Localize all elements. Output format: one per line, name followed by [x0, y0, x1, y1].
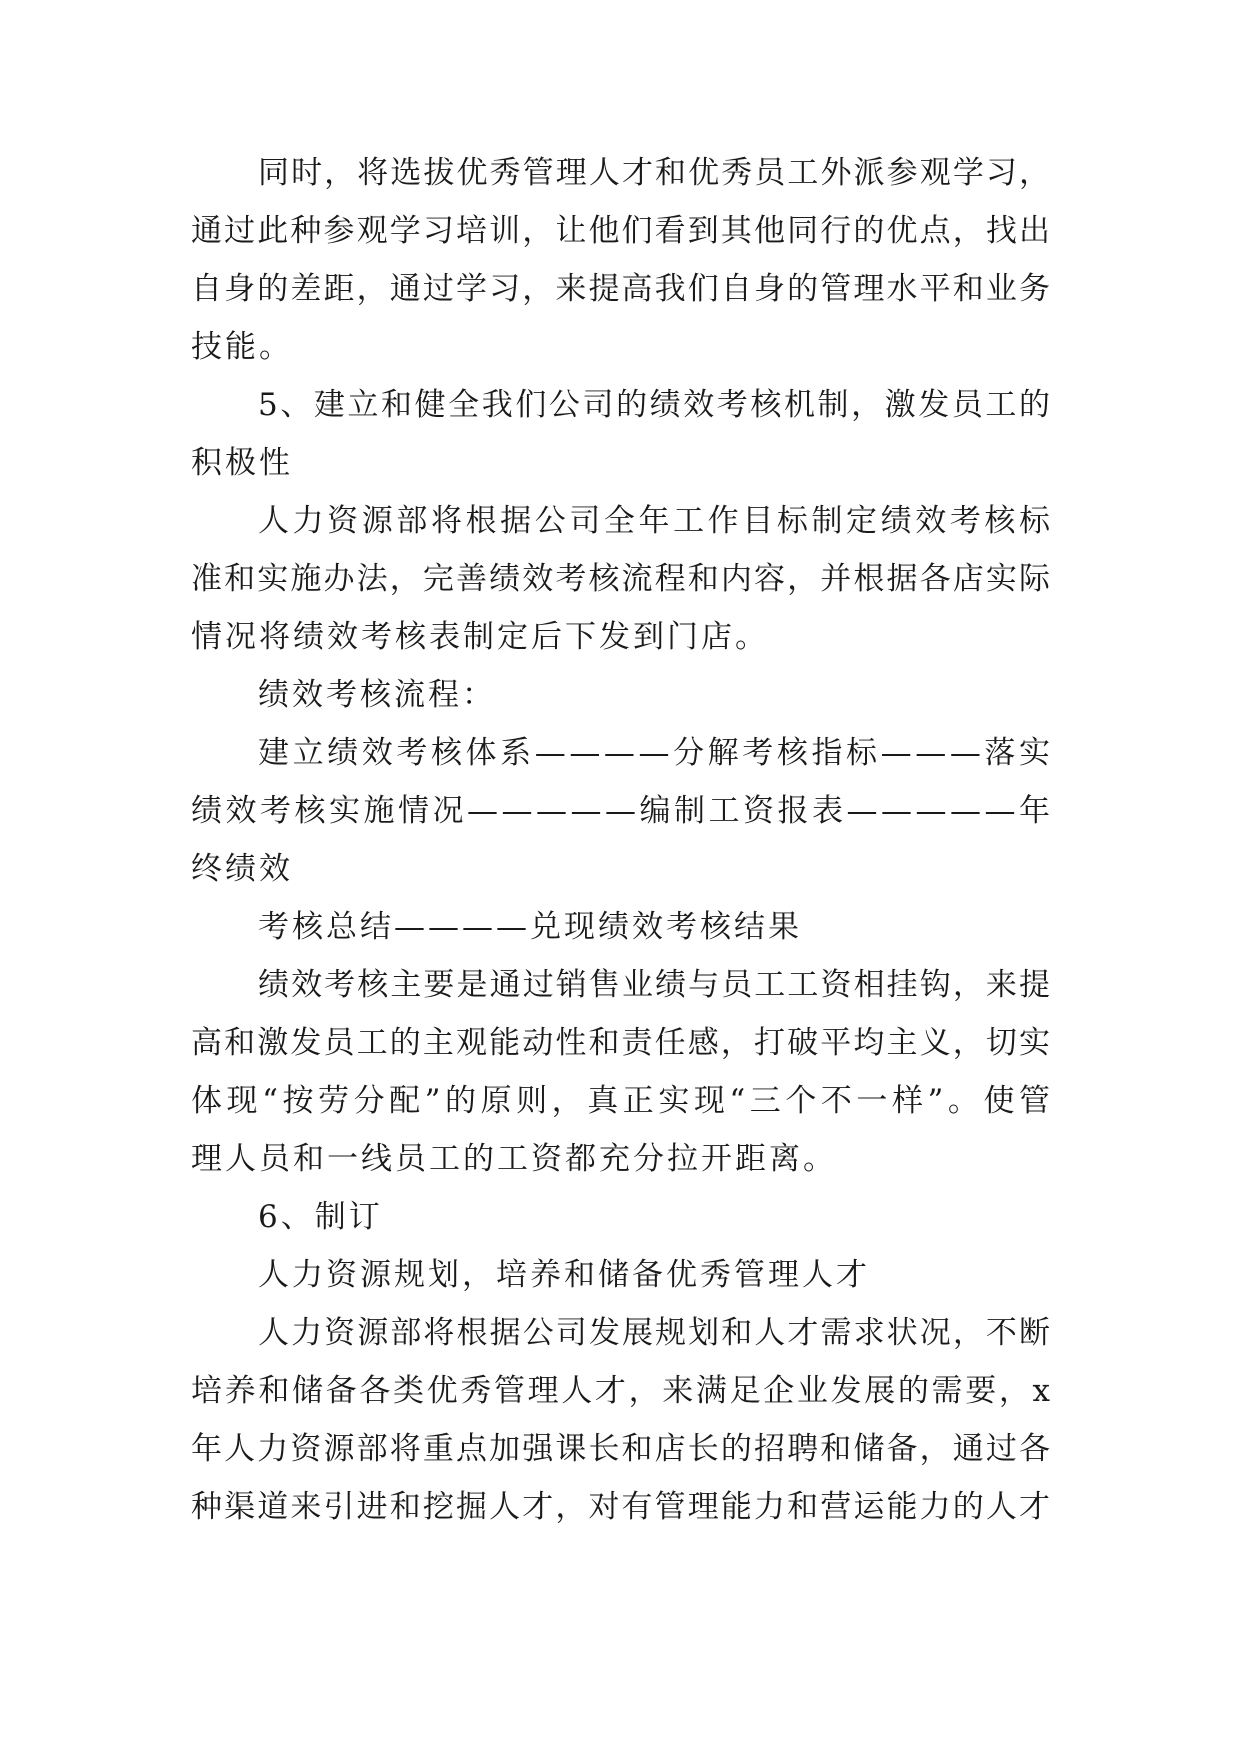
- paragraph-line: [0, 675, 1241, 715]
- section-heading: [0, 1197, 1241, 1237]
- paragraph-line: [0, 1313, 1241, 1353]
- paragraph-line: [0, 1023, 1241, 1063]
- paragraph-line: [0, 559, 1241, 599]
- process-line: [0, 791, 1241, 831]
- paragraph-line: [0, 327, 1241, 367]
- line-text: 绩效考核实施情况—————编制工资报表—————年: [191, 793, 1054, 829]
- paragraph-line: [0, 211, 1241, 251]
- line-text: 准和实施办法，完善绩效考核流程和内容，并根据各店实际: [191, 561, 1053, 597]
- section-heading: [0, 1255, 1241, 1295]
- line-text: 人力资源部将根据公司发展规划和人才需求状况，不断: [258, 1315, 1053, 1351]
- line-text: 技能。: [191, 329, 293, 365]
- line-text: 绩效考核主要是通过销售业绩与员工工资相挂钩，来提: [258, 967, 1053, 1003]
- line-text: 种渠道来引进和挖掘人才，对有管理能力和营运能力的人才: [191, 1489, 1053, 1525]
- line-text: 体现“按劳分配”的原则，真正实现“三个不一样”。使管: [191, 1083, 1055, 1119]
- process-line: [0, 733, 1241, 773]
- line-text: 人力资源规划，培养和储备优秀管理人才: [258, 1257, 870, 1293]
- paragraph-line: [0, 1081, 1241, 1121]
- section-heading: [0, 443, 1241, 483]
- paragraph-line: [0, 1429, 1241, 1469]
- paragraph-line: [0, 617, 1241, 657]
- paragraph-line: [0, 269, 1241, 309]
- line-text: 绩效考核流程：: [258, 677, 496, 713]
- line-text: 培养和储备各类优秀管理人才，来满足企业发展的需要，x: [191, 1373, 1053, 1409]
- process-line: [0, 849, 1241, 889]
- paragraph-line: [0, 1139, 1241, 1179]
- line-text: 通过此种参观学习培训，让他们看到其他同行的优点，找出: [191, 213, 1053, 249]
- line-text: 建立绩效考核体系————分解考核指标———落实: [258, 735, 1054, 771]
- line-text: 考核总结————兑现绩效考核结果: [258, 909, 802, 945]
- process-line: [0, 907, 1241, 947]
- line-text: 积极性: [191, 445, 293, 481]
- paragraph-line: [0, 1371, 1241, 1411]
- line-text: 理人员和一线员工的工资都充分拉开距离。: [191, 1141, 837, 1177]
- line-text: 同时，将选拔优秀管理人才和优秀员工外派参观学习，: [258, 155, 1053, 191]
- paragraph-line: [0, 501, 1241, 541]
- line-text: 人力资源部将根据公司全年工作目标制定绩效考核标: [258, 503, 1054, 539]
- line-text: 6、制订: [258, 1199, 383, 1235]
- line-text: 情况将绩效考核表制定后下发到门店。: [191, 619, 769, 655]
- paragraph-line: [0, 965, 1241, 1005]
- line-text: 5、建立和健全我们公司的绩效考核机制，激发员工的: [258, 387, 1053, 423]
- line-text: 年人力资源部将重点加强课长和店长的招聘和储备，通过各: [191, 1431, 1053, 1467]
- paragraph-line: [0, 1487, 1241, 1527]
- section-heading: [0, 385, 1241, 425]
- line-text: 终绩效: [191, 851, 293, 887]
- paragraph-line: [0, 153, 1241, 193]
- line-text: 自身的差距，通过学习，来提高我们自身的管理水平和业务: [191, 271, 1053, 307]
- line-text: 高和激发员工的主观能动性和责任感，打破平均主义，切实: [191, 1025, 1053, 1061]
